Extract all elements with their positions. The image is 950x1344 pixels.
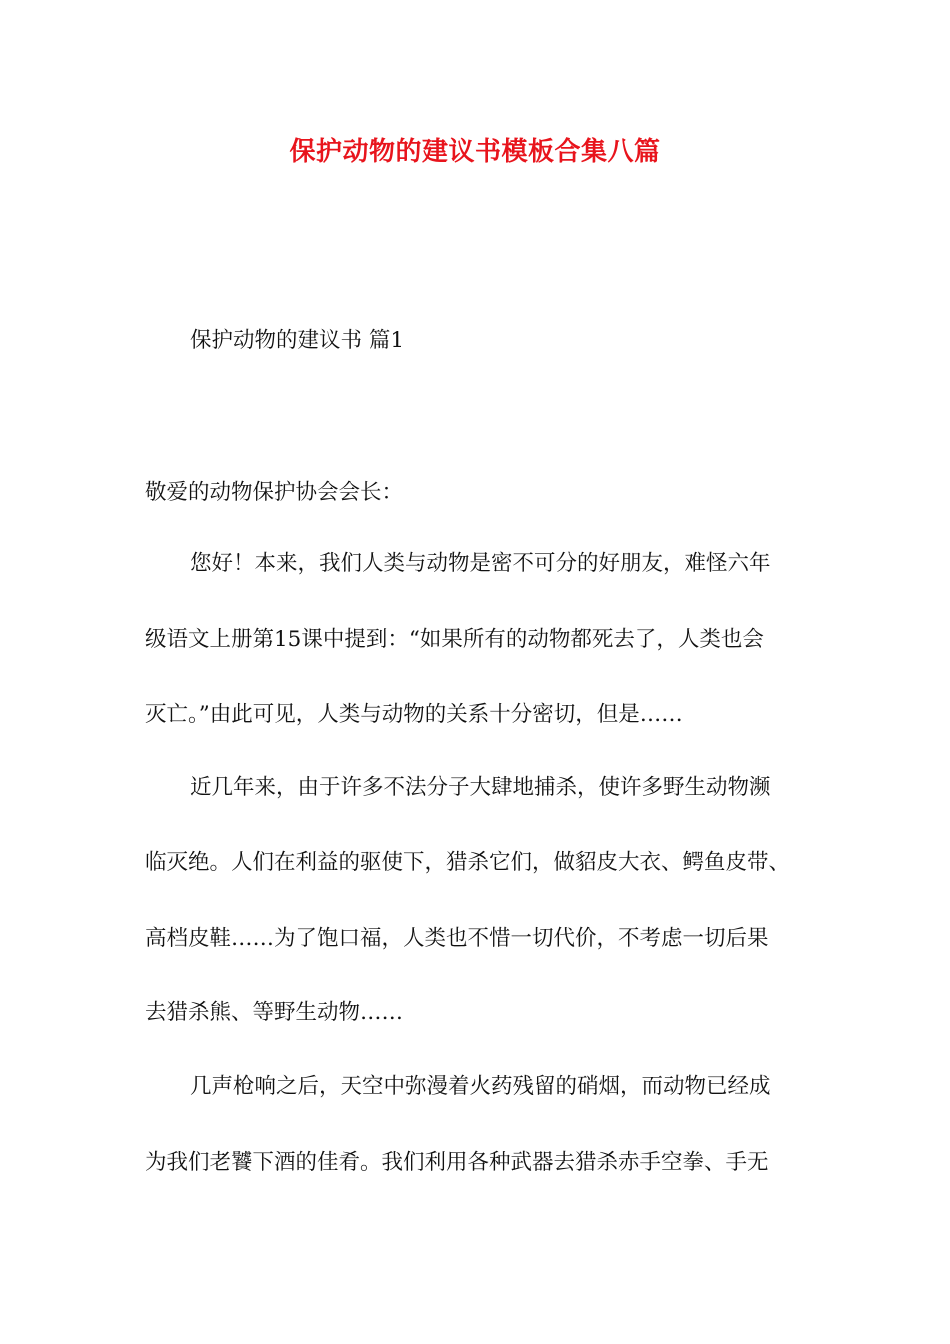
paragraph-line: 级语文上册第15课中提到：“如果所有的动物都死去了，人类也会 [145,627,764,652]
paragraph-line: 灭亡。”由此可见，人类与动物的关系十分密切，但是…… [145,702,683,727]
paragraph-line: 您好！本来，我们人类与动物是密不可分的好朋友，难怪六年 [190,551,771,576]
paragraph-line: 临灭绝。人们在利益的驱使下，猎杀它们，做貂皮大衣、鳄鱼皮带、 [145,850,791,875]
salutation: 敬爱的动物保护协会会长： [145,480,404,505]
paragraph-line: 高档皮鞋……为了饱口福，人类也不惜一切代价，不考虑一切后果 [145,926,769,951]
paragraph-line: 近几年来，由于许多不法分子大肆地捕杀，使许多野生动物濒 [190,775,771,800]
paragraph-line: 去猎杀熊、等野生动物…… [145,1000,404,1025]
section-heading: 保护动物的建议书 篇1 [190,328,405,353]
paragraph-line: 几声枪响之后，天空中弥漫着火药残留的硝烟，而动物已经成 [190,1074,771,1099]
paragraph-line: 为我们老饕下酒的佳肴。我们利用各种武器去猎杀赤手空拳、手无 [145,1150,769,1175]
document-title: 保护动物的建议书模板合集八篇 [289,137,661,167]
